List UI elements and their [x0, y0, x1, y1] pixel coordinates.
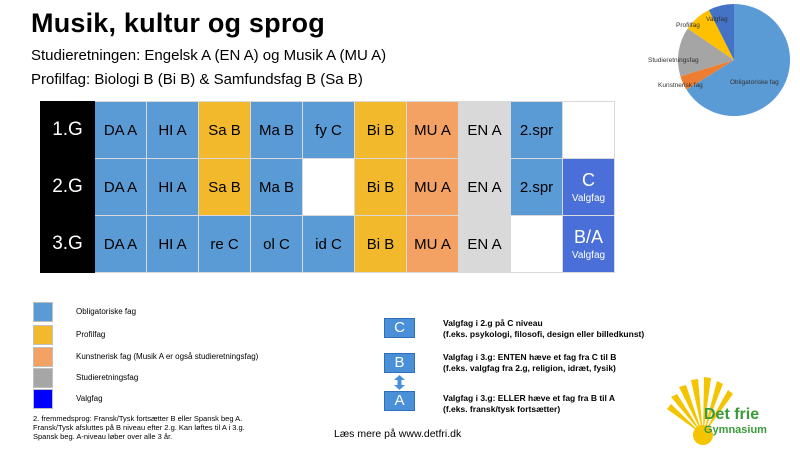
subject-cell: HI A	[147, 102, 199, 159]
valgfag-level: B/A	[573, 227, 603, 247]
valgfag-info-line: Valgfag i 2.g på C niveau	[443, 318, 543, 328]
subject-cell: Ma B	[251, 102, 303, 159]
valgfag-cell	[563, 159, 615, 216]
year-label: 3.G	[41, 216, 95, 273]
subject-cell: ol C	[251, 216, 303, 273]
legend-label: Obligatoriske fag	[76, 307, 137, 316]
subject-cell: Bi B	[355, 216, 407, 273]
subject-cell: DA A	[95, 216, 147, 273]
subject-cell: id C	[303, 216, 355, 273]
subject-cell: MU A	[407, 216, 459, 273]
valgfag-cell	[563, 216, 615, 273]
valgfag-info-line: Valgfag i 3.g: ENTEN hæve et fag fra C til B	[443, 352, 617, 362]
legend-label: Valgfag	[76, 394, 103, 403]
subject-cell: Bi B	[355, 102, 407, 159]
subject-cell: EN A	[459, 216, 511, 273]
schedule-row	[41, 216, 615, 273]
legend-label: Studieretningsfag	[76, 373, 139, 382]
logo-text: Det frie	[704, 406, 760, 423]
footnote-line: Spansk beg. A-niveau løber over alle 3 år.	[33, 432, 173, 441]
subject-cell: 2.spr	[511, 102, 563, 159]
footnote-line: 2. fremmedsprog: Fransk/Tysk fortsætter B eller Spansk beg A.	[33, 414, 243, 423]
schedule-row	[41, 159, 615, 216]
subject-cell: re C	[199, 216, 251, 273]
subject-cell: DA A	[95, 159, 147, 216]
valgfag-box-c: C	[384, 318, 415, 338]
subject-cell: Ma B	[251, 159, 303, 216]
year-label: 2.G	[41, 159, 95, 216]
valgfag-info-line: (f.eks. fransk/tysk fortsætter)	[443, 404, 561, 414]
schedule-row	[41, 102, 615, 159]
pie-label-kunst: Kunstnerisk fag	[658, 82, 703, 89]
valgfag-info-line: Valgfag i 3.g: ELLER hæve et fag fra B til A	[443, 393, 616, 403]
legend-label: Kunstnerisk fag (Musik A er også studieretningsfag)	[76, 352, 259, 361]
empty-cell	[303, 159, 355, 216]
subject-cell: MU A	[407, 102, 459, 159]
year-label: 1.G	[41, 102, 95, 159]
subject-cell: EN A	[459, 159, 511, 216]
legend-item-kunstnerisk	[33, 347, 259, 367]
subject-pie-chart	[646, 2, 796, 122]
valgfag-box-b: B	[384, 353, 415, 373]
valgfag-info-line: (f.eks. valgfag fra 2.g, religion, idræt, fysik)	[443, 363, 616, 373]
legend-swatch	[33, 389, 53, 409]
double-arrow-icon	[394, 375, 405, 390]
subtitle-studieretning: Studieretningen: Engelsk A (EN A) og Musik A (MU A)	[31, 47, 387, 64]
subject-cell: fy C	[303, 102, 355, 159]
valgfag-caption: Valgfag	[571, 193, 606, 204]
pie-label-studie: Studieretningsfag	[648, 57, 699, 64]
empty-cell	[511, 216, 563, 273]
subject-cell: HI A	[147, 159, 199, 216]
valgfag-box-a: A	[384, 391, 415, 411]
valgfag-info-b	[443, 352, 616, 374]
legend-item-profil	[33, 325, 106, 345]
subtitle-profilfag: Profilfag: Biologi B (Bi B) & Samfundsfag B (Sa B)	[31, 71, 363, 88]
subject-cell: MU A	[407, 159, 459, 216]
footnote-line: Fransk/Tysk afsluttes på B niveau efter 2.g. Kan løftes til A i 3.g.	[33, 423, 245, 432]
logo-subtext: Gymnasium	[704, 424, 767, 436]
language-footnote	[33, 414, 273, 441]
valgfag-info-c	[443, 318, 644, 340]
legend-swatch	[33, 302, 53, 322]
subject-cell: Sa B	[199, 159, 251, 216]
subject-cell: Bi B	[355, 159, 407, 216]
legend-swatch	[33, 325, 53, 345]
legend-item-valgfag	[33, 389, 103, 409]
pie-label-oblig: Obligatoriske fag	[730, 79, 779, 86]
legend-swatch	[33, 347, 53, 367]
valgfag-info-line: (f.eks. psykologi, filosofi, design eller billedkunst)	[443, 329, 645, 339]
subject-cell: Sa B	[199, 102, 251, 159]
legend-item-studieretning	[33, 368, 139, 388]
empty-cell	[563, 102, 615, 159]
pie-label-valgfag: Valgfag	[706, 16, 728, 23]
page-title: Musik, kultur og sprog	[31, 8, 325, 38]
valgfag-caption: Valgfag	[571, 250, 606, 261]
legend-label: Profilfag	[76, 330, 106, 339]
schedule-body	[41, 102, 615, 273]
read-more-link[interactable]: Læs mere på www.detfri.dk	[334, 428, 462, 440]
pie-label-profil: Profilfag	[676, 22, 700, 29]
subject-cell: EN A	[459, 102, 511, 159]
legend-swatch	[33, 368, 53, 388]
subject-cell: HI A	[147, 216, 199, 273]
subject-cell: 2.spr	[511, 159, 563, 216]
valgfag-info-a	[443, 393, 615, 415]
schedule-table	[40, 101, 615, 273]
valgfag-level: C	[582, 170, 595, 190]
legend-item-obligatoriske	[33, 302, 137, 322]
subject-cell: DA A	[95, 102, 147, 159]
